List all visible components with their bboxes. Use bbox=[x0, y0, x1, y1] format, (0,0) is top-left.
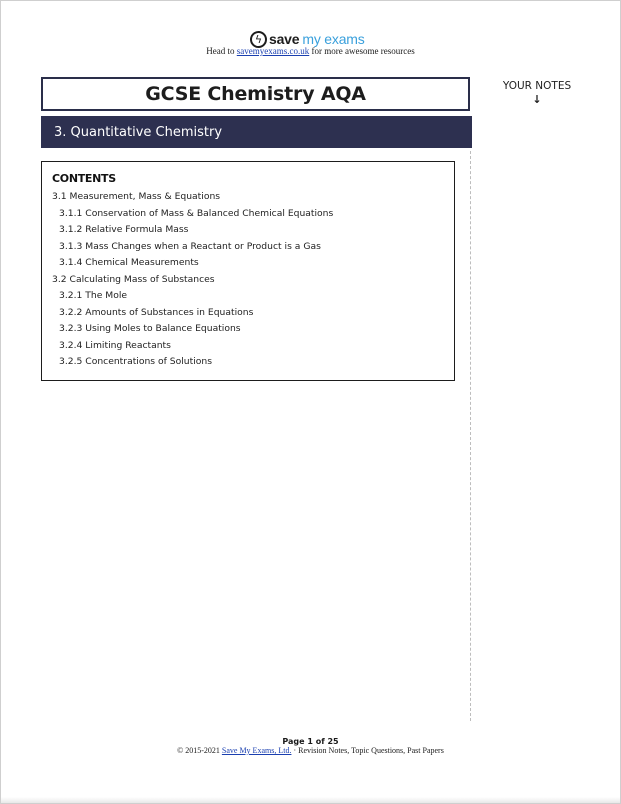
logo-word-my-exams: my exams bbox=[302, 31, 365, 47]
notes-label-text: YOUR NOTES bbox=[502, 80, 572, 92]
header-suffix: for more awesome resources bbox=[311, 46, 415, 56]
toc-item[interactable]: 3.2.5 Concentrations of Solutions bbox=[59, 356, 212, 367]
header-prefix: Head to bbox=[206, 46, 235, 56]
logo-word-save: save bbox=[269, 31, 300, 47]
document-title: GCSE Chemistry AQA bbox=[145, 83, 366, 105]
arrow-down-icon: ↓ bbox=[532, 93, 542, 106]
toc-item[interactable]: 3.1.2 Relative Formula Mass bbox=[59, 224, 189, 235]
toc-item[interactable]: 3.2.2 Amounts of Substances in Equations bbox=[59, 306, 254, 318]
toc-item[interactable]: 3.1.1 Conservation of Mass & Balanced Chemical Equations bbox=[59, 207, 334, 219]
toc-item[interactable]: 3.2.4 Limiting Reactants bbox=[59, 339, 171, 351]
copyright-link[interactable]: Save My Exams, Ltd. bbox=[221, 746, 292, 755]
your-notes-label bbox=[495, 79, 579, 107]
contents-box bbox=[41, 161, 455, 381]
section-title: 3. Quantitative Chemistry bbox=[54, 124, 223, 140]
contents-list bbox=[52, 189, 333, 371]
copyright-suffix: · Revision Notes, Topic Questions, Past Papers bbox=[293, 746, 444, 755]
header-site-link[interactable]: savemyexams.co.uk bbox=[236, 46, 310, 56]
header-tagline bbox=[0, 46, 621, 56]
contents-heading: CONTENTS bbox=[52, 172, 116, 185]
page-number: Page 1 of 25 bbox=[282, 737, 339, 746]
notes-column-divider bbox=[470, 151, 471, 721]
section-banner bbox=[41, 116, 472, 148]
toc-item[interactable]: 3.2.3 Using Moles to Balance Equations bbox=[59, 323, 241, 334]
toc-item[interactable]: 3.2.1 The Mole bbox=[59, 290, 128, 301]
toc-item[interactable]: 3.2 Calculating Mass of Substances bbox=[52, 273, 215, 285]
document-title-box bbox=[41, 77, 470, 111]
toc-item[interactable]: 3.1 Measurement, Mass & Equations bbox=[52, 191, 221, 202]
toc-item[interactable]: 3.1.3 Mass Changes when a Reactant or Product is a Gas bbox=[59, 240, 321, 252]
toc-item[interactable]: 3.1.4 Chemical Measurements bbox=[59, 257, 199, 268]
lightning-bolt-icon: ϟ bbox=[250, 31, 267, 48]
copyright-prefix: © 2015-2021 bbox=[177, 746, 220, 755]
footer-copyright bbox=[0, 746, 621, 755]
